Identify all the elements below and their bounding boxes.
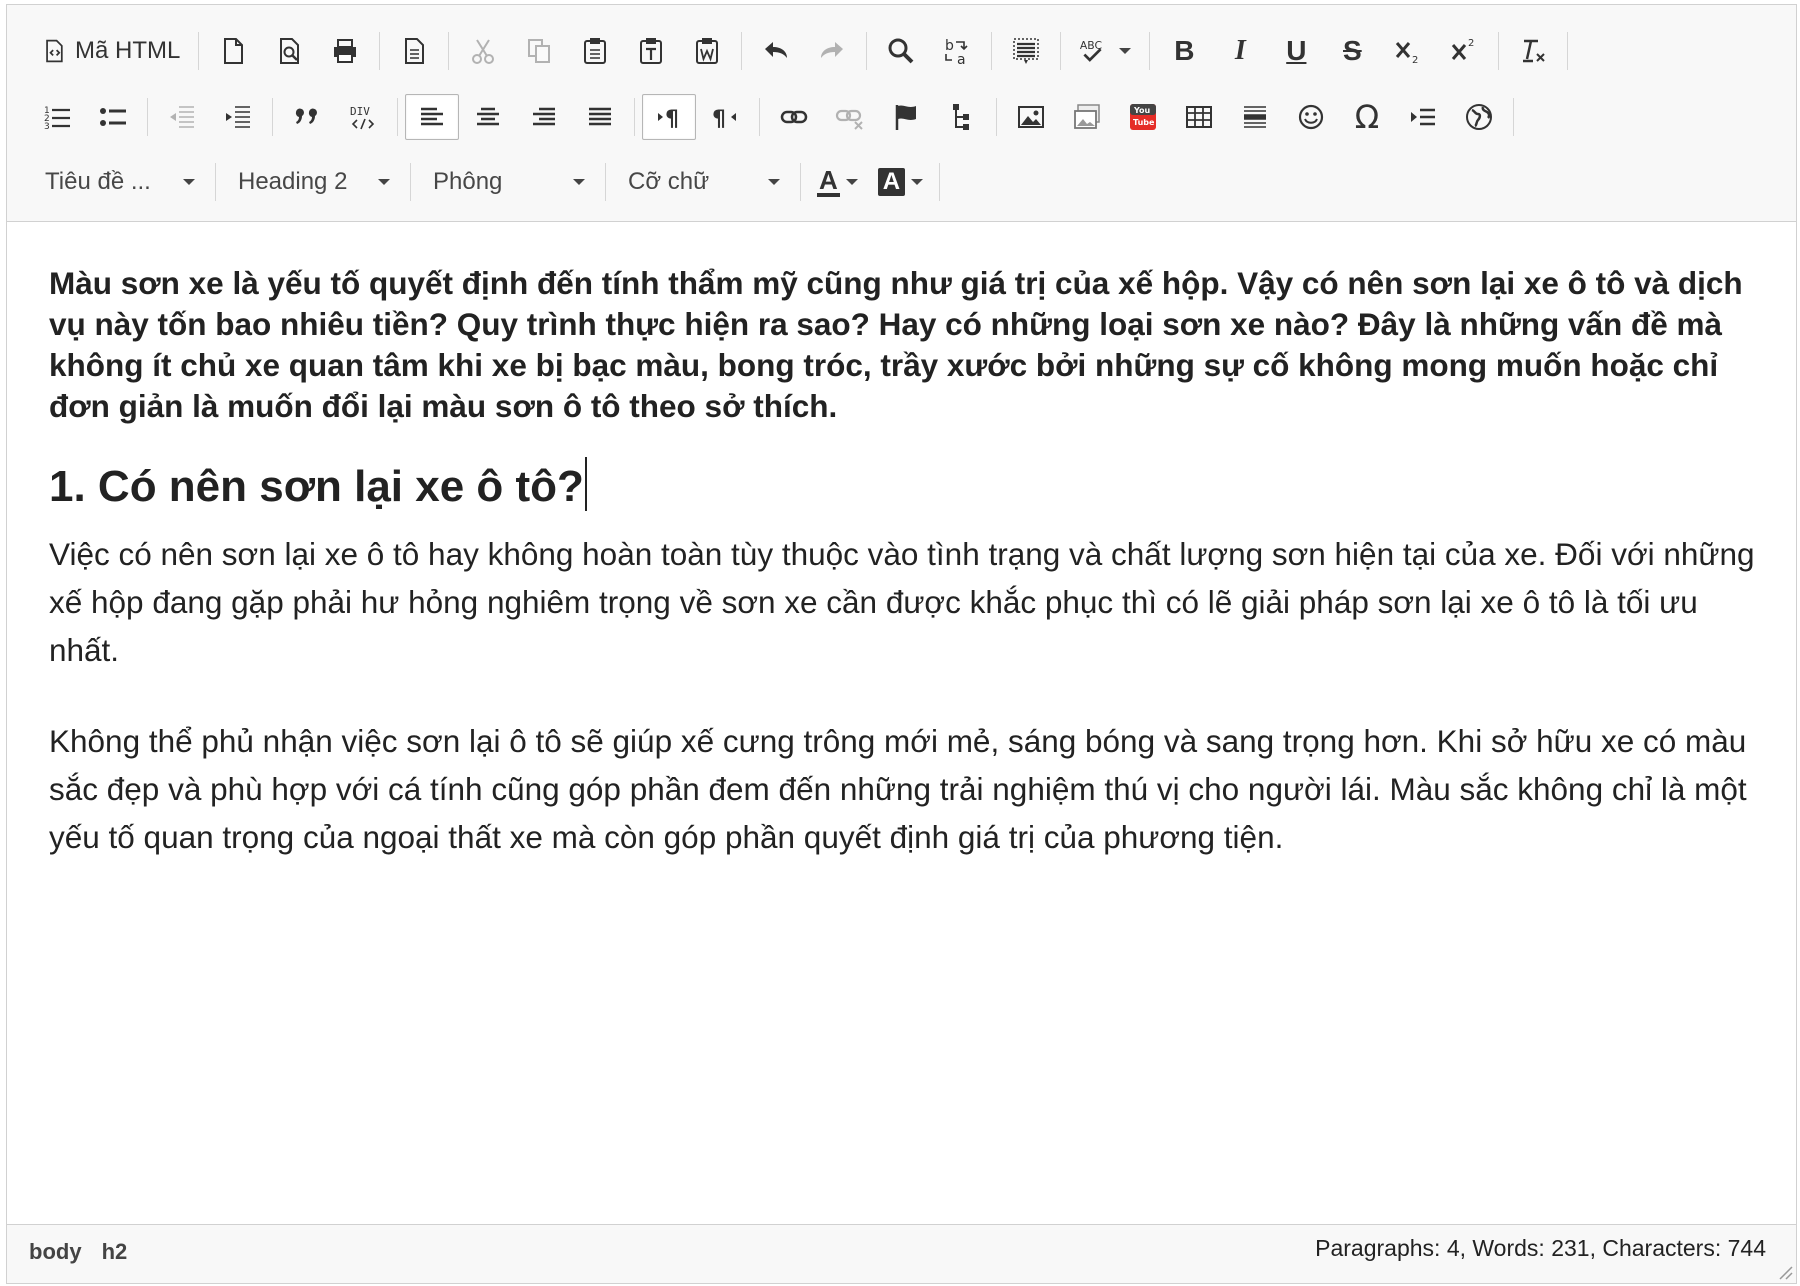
flag-icon	[891, 102, 921, 132]
toolbar-separator	[147, 98, 148, 136]
paste-text-button[interactable]	[624, 28, 678, 74]
text-color-button[interactable]	[807, 159, 868, 205]
svg-text:1: 1	[44, 106, 50, 116]
svg-text:3: 3	[44, 122, 50, 132]
spellcheck-icon	[1079, 36, 1115, 66]
copy-icon	[524, 36, 554, 66]
toolbar-separator	[634, 98, 635, 136]
outdent-button[interactable]	[155, 94, 209, 140]
text-direction-rtl-icon	[710, 102, 740, 132]
font-combo-value: Phông	[433, 168, 503, 195]
svg-text:Tube: Tube	[1133, 118, 1155, 127]
cut-icon	[468, 36, 498, 66]
font-combo[interactable]	[417, 159, 599, 205]
toolbar-row-3	[29, 153, 946, 211]
preview-icon	[274, 36, 304, 66]
align-justify-icon	[585, 102, 615, 132]
youtube-icon	[1128, 102, 1158, 132]
align-right-button[interactable]	[517, 94, 571, 140]
svg-text:You: You	[1134, 106, 1151, 115]
font-size-combo-value: Cỡ chữ	[628, 168, 710, 195]
page-break-icon	[1408, 102, 1438, 132]
editor-content-area[interactable]	[49, 263, 1769, 861]
word-count: Paragraphs: 4, Words: 231, Characters: 744	[1315, 1235, 1766, 1261]
section-heading-text: 1. Có nên sơn lại xe ô tô?	[49, 462, 584, 511]
spellcheck-button[interactable]	[1068, 28, 1142, 74]
styles-combo-value: Tiêu đề ...	[45, 168, 151, 195]
rich-text-editor	[6, 4, 1797, 1284]
bulleted-list-icon	[98, 102, 128, 132]
align-right-icon	[529, 102, 559, 132]
redo-button[interactable]	[805, 28, 859, 74]
element-path	[29, 1239, 127, 1265]
blockquote-button[interactable]	[280, 94, 334, 140]
background-color-icon: A	[878, 168, 905, 196]
flash-button[interactable]	[1060, 94, 1114, 140]
underline-icon: U	[1286, 35, 1307, 66]
indent-button[interactable]	[211, 94, 265, 140]
toolbar-separator	[1149, 32, 1150, 70]
chevron-down-icon	[1119, 48, 1131, 54]
svg-text:a: a	[957, 52, 966, 66]
section-heading[interactable]	[49, 457, 1769, 517]
remove-format-icon	[1518, 36, 1548, 66]
align-center-icon	[473, 102, 503, 132]
text-direction-ltr-button[interactable]	[642, 94, 696, 140]
strikethrough-button[interactable]	[1325, 28, 1379, 74]
select-all-button[interactable]	[999, 28, 1053, 74]
pilcrow-glyph: ¶	[712, 107, 726, 132]
chevron-down-icon	[768, 179, 780, 185]
table-icon	[1184, 102, 1214, 132]
find-button[interactable]	[874, 28, 928, 74]
horizontal-rule-icon	[1240, 102, 1270, 132]
text-direction-ltr-icon	[654, 102, 684, 132]
source-code-icon	[41, 38, 67, 64]
paste-icon	[580, 36, 610, 66]
toolbar-separator	[215, 163, 216, 201]
image-button[interactable]	[1004, 94, 1058, 140]
underline-button[interactable]	[1269, 28, 1323, 74]
spellcheck-glyph: ABC	[1080, 39, 1103, 53]
toolbar-row-2	[29, 88, 1520, 146]
chevron-down-icon	[378, 179, 390, 185]
youtube-button[interactable]	[1116, 94, 1170, 140]
new-page-button[interactable]	[206, 28, 260, 74]
background-color-button[interactable]	[868, 159, 933, 205]
new-page-icon	[218, 36, 248, 66]
text-direction-rtl-button[interactable]	[698, 94, 752, 140]
toolbar-separator	[991, 32, 992, 70]
toolbar-separator	[759, 98, 760, 136]
create-div-button[interactable]	[336, 94, 390, 140]
link-button[interactable]	[767, 94, 821, 140]
toolbar-separator	[198, 32, 199, 70]
replace-icon	[942, 36, 972, 66]
chevron-down-icon	[846, 179, 858, 185]
outdent-icon	[167, 102, 197, 132]
toolbar-separator	[1060, 32, 1061, 70]
page-break-button[interactable]	[1396, 94, 1450, 140]
remove-format-button[interactable]	[1506, 28, 1560, 74]
paste-text-icon	[636, 36, 666, 66]
paste-word-button[interactable]	[680, 28, 734, 74]
horizontal-line-button[interactable]	[1228, 94, 1282, 140]
subscript-button[interactable]	[1381, 28, 1435, 74]
tree-structure-icon	[947, 102, 977, 132]
toolbar-separator	[272, 98, 273, 136]
subscript-icon	[1393, 36, 1423, 66]
div-container-icon	[348, 102, 378, 132]
styles-combo[interactable]	[29, 159, 209, 205]
font-size-combo[interactable]	[612, 159, 794, 205]
redo-icon	[817, 36, 847, 66]
svg-text:b: b	[945, 38, 955, 54]
editor-statusbar	[7, 1224, 1796, 1283]
undo-button[interactable]	[749, 28, 803, 74]
toolbar-separator	[741, 32, 742, 70]
unlink-icon	[835, 102, 865, 132]
text-cursor	[585, 457, 587, 511]
format-combo[interactable]	[222, 159, 404, 205]
align-left-icon	[417, 102, 447, 132]
italic-button[interactable]	[1213, 28, 1267, 74]
intro-paragraph[interactable]: Màu sơn xe là yếu tố quyết định đến tính thẩm mỹ cũng như giá trị của xế hộp. Vậy có nên sơn lại xe ô tô và dịch vụ này tốn bao nhiêu tiền? Quy trình thực hiện ra sao? Hay có những loại sơn xe nào? Đây là những vấn đề mà không ít chủ xe quan tâm khi xe bị bạc màu, bong tróc, trầy xước bởi những sự cố không mong muốn hoặc chỉ đơn giản là muốn đổi lại màu sơn ô tô theo sở thích.	[49, 265, 1743, 424]
body-paragraph-1[interactable]: Việc có nên sơn lại xe ô tô hay không hoàn toàn tùy thuộc vào tình trạng và chất lượng sơn hiện tại của xe. Đối với những xế hộp đang gặp phải hư hỏng nghiêm trọng về sơn xe cần được khắc phục thì có lẽ giải pháp sơn lại xe ô tô là tối ưu nhất.	[49, 536, 1755, 668]
svg-text:2: 2	[44, 114, 50, 124]
svg-text:2: 2	[1468, 38, 1475, 49]
unlink-button[interactable]	[823, 94, 877, 140]
omega-icon: Ω	[1354, 98, 1380, 136]
paste-word-icon	[692, 36, 722, 66]
toolbar-row-1	[29, 22, 1574, 80]
toolbar-separator	[800, 163, 801, 201]
special-char-button[interactable]	[1340, 94, 1394, 140]
bold-icon: B	[1174, 35, 1195, 66]
undo-icon	[761, 36, 791, 66]
preview-button[interactable]	[262, 28, 316, 74]
align-justify-button[interactable]	[573, 94, 627, 140]
toolbar-separator	[1513, 98, 1514, 136]
toolbar-separator	[939, 163, 940, 201]
copy-button[interactable]	[512, 28, 566, 74]
indent-icon	[223, 102, 253, 132]
search-icon	[886, 36, 916, 66]
toolbar-separator	[1498, 32, 1499, 70]
strikethrough-icon: S	[1343, 35, 1362, 66]
body-paragraph-2[interactable]: Không thể phủ nhận việc sơn lại ô tô sẽ giúp xế cưng trông mới mẻ, sáng bóng và sang trọng hơn. Khi sở hữu xe có màu sắc đẹp và phù hợp với cá tính cũng góp phần đem đến những trải nghiệm thú vị cho người lái. Màu sắc không chỉ là một yếu tố quan trọng của ngoại thất xe mà còn góp phần quyết định giá trị của phương tiện.	[49, 723, 1747, 855]
globe-icon	[1464, 102, 1494, 132]
element-path-body[interactable]: body	[29, 1239, 82, 1264]
div-glyph: DIV	[350, 105, 370, 118]
gallery-icon	[1072, 102, 1102, 132]
source-html-label: Mã HTML	[75, 37, 181, 64]
align-left-button[interactable]	[405, 94, 459, 140]
superscript-button[interactable]	[1437, 28, 1491, 74]
image-icon	[1016, 102, 1046, 132]
toolbar-separator	[866, 32, 867, 70]
chevron-down-icon	[911, 179, 923, 185]
print-button[interactable]	[318, 28, 372, 74]
templates-button[interactable]	[387, 28, 441, 74]
replace-button[interactable]	[930, 28, 984, 74]
blockquote-icon	[292, 102, 322, 132]
numbered-list-icon	[42, 102, 72, 132]
smiley-icon	[1296, 102, 1326, 132]
format-combo-value: Heading 2	[238, 168, 348, 195]
cut-button[interactable]	[456, 28, 510, 74]
chevron-down-icon	[183, 179, 195, 185]
smiley-button[interactable]	[1284, 94, 1338, 140]
paste-button[interactable]	[568, 28, 622, 74]
chevron-down-icon	[573, 179, 585, 185]
toolbar-separator	[996, 98, 997, 136]
select-all-icon	[1011, 36, 1041, 66]
templates-icon	[399, 36, 429, 66]
align-center-button[interactable]	[461, 94, 515, 140]
toolbar-separator	[448, 32, 449, 70]
source-html-button[interactable]	[30, 28, 191, 74]
svg-text:2: 2	[1412, 55, 1419, 66]
element-path-h2[interactable]: h2	[101, 1239, 128, 1264]
pilcrow-glyph: ¶	[665, 107, 679, 132]
toolbar-separator	[605, 163, 606, 201]
numbered-list-button[interactable]	[30, 94, 84, 140]
toolbar-separator	[410, 163, 411, 201]
superscript-icon	[1449, 36, 1479, 66]
bold-button[interactable]	[1157, 28, 1211, 74]
link-icon	[779, 102, 809, 132]
text-color-icon: A	[819, 165, 838, 195]
print-icon	[330, 36, 360, 66]
toolbar-separator	[1567, 32, 1568, 70]
toolbar-separator	[397, 98, 398, 136]
resize-handle-icon[interactable]	[1774, 1261, 1794, 1281]
iframe-button[interactable]	[1452, 94, 1506, 140]
bulleted-list-button[interactable]	[86, 94, 140, 140]
table-button[interactable]	[1172, 94, 1226, 140]
italic-icon: I	[1234, 35, 1246, 66]
editor-toolbar	[7, 5, 1796, 222]
toolbar-separator	[379, 32, 380, 70]
show-blocks-button[interactable]	[935, 94, 989, 140]
anchor-button[interactable]	[879, 94, 933, 140]
